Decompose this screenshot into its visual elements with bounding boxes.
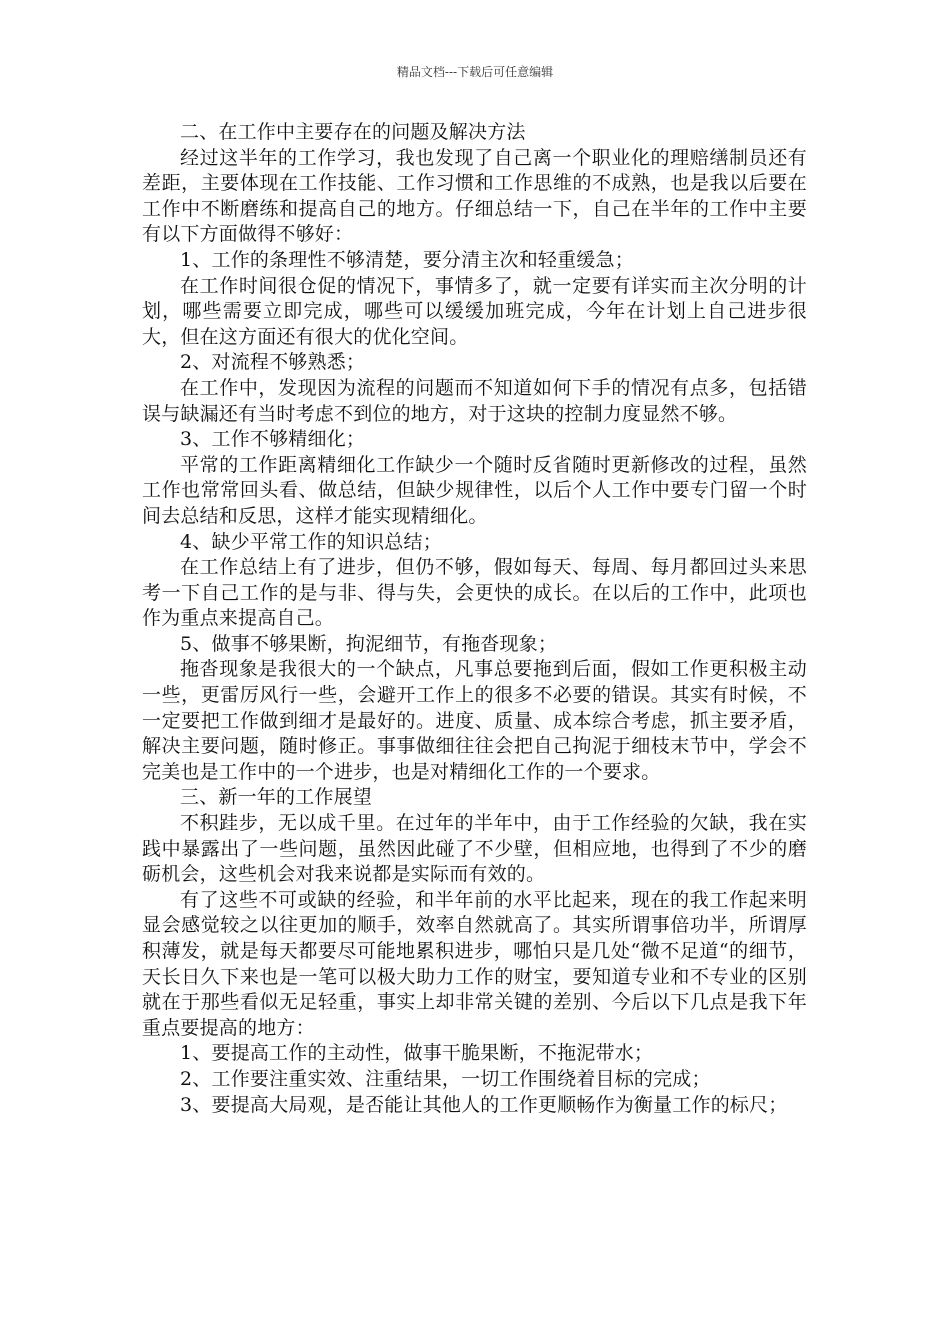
list-item: 1、工作的条理性不够清楚，要分清主次和轻重缓急； — [180, 248, 634, 271]
list-item: 5、做事不够果断，拘泥细节，有拖沓现象； — [180, 632, 558, 655]
list-item: 2、对流程不够熟悉； — [180, 351, 366, 374]
paragraph: 在工作中，发现因为流程的问题而不知道如何下手的情况有点多，包括错误与缺漏还有当时考虑不到位的地方，对于这块的控制力度显然不够。 — [142, 376, 807, 425]
document-body — [142, 120, 807, 1118]
list-item: 4、缺少平常工作的知识总结； — [180, 530, 442, 553]
paragraph: 有了这些不可或缺的经验，和半年前的水平比起来，现在的我工作起来明显会感觉较之以往更加的顺手，效率自然就高了。其实所谓事倍功半，所谓厚积薄发，就是每天都要尽可能地累积进步，哪怕只是几处“微不足道“的细节，天长日久下来也是一笔可以极大助力工作的财宝，要知道专业和不专业的区别就在于那些看似无足轻重，事实上却非常关键的差别、今后以下几点是我下年重点要提高的地方： — [142, 888, 807, 1039]
section-heading: 二、在工作中主要存在的问题及解决方法 — [180, 121, 526, 143]
section-heading: 三、新一年的工作展望 — [180, 786, 373, 809]
paragraph: 在工作总结上有了进步，但仍不够，假如每天、每周、每月都回过头来思考一下自己工作的是与非、得与失，会更快的成长。在以后的工作中，此项也作为重点来提高自己。 — [142, 556, 807, 630]
page-header: 精品文档---下载后可任意编辑 — [396, 65, 554, 79]
paragraph: 经过这半年的工作学习，我也发现了自己离一个职业化的理赔缮制员还有差距，主要体现在工作技能、工作习惯和工作思维的不成熟，也是我以后要在工作中不断磨练和提高自己的地方。仔细总结一下，自己在半年的工作中主要有以下方面做得不够好： — [142, 146, 807, 246]
paragraph: 平常的工作距离精细化工作缺少一个随时反省随时更新修改的过程，虽然工作也常常回头看、做总结，但缺少规律性，以后个人工作中要专门留一个时间去总结和反思，这样才能实现精细化。 — [142, 453, 807, 527]
list-item: 3、工作不够精细化； — [180, 428, 366, 451]
paragraph: 在工作时间很仓促的情况下，事情多了，就一定要有详实而主次分明的计划，哪些需要立即完成，哪些可以缓缓加班完成，今年在计划上自己进步很大，但在这方面还有很大的优化空间。 — [142, 274, 807, 348]
paragraph: 拖沓现象是我很大的一个缺点，凡事总要拖到后面，假如工作更积极主动一些，更雷厉风行一些，会避开工作上的很多不必要的错误。其实有时候，不一定要把工作做到细才是最好的。进度、质量、成本综合考虑，抓主要矛盾，解决主要问题，随时修正。事事做细往往会把自己拘泥于细枝末节中，学会不完美也是工作中的一个进步，也是对精细化工作的一个要求。 — [142, 658, 807, 783]
paragraph: 不积跬步，无以成千里。在过年的半年中，由于工作经验的欠缺，我在实践中暴露出了一些问题，虽然因此碰了不少壁，但相应地，也得到了不少的磨砺机会，这些机会对我来说都是实际而有效的。 — [142, 812, 807, 886]
list-item: 3、要提高大局观，是否能让其他人的工作更顺畅作为衡量工作的标尺； — [180, 1093, 788, 1116]
list-item: 1、要提高工作的主动性，做事干脆果断，不拖泥带水； — [180, 1042, 654, 1065]
list-item: 2、工作要注重实效、注重结果，一切工作围绕着目标的完成； — [180, 1067, 711, 1090]
